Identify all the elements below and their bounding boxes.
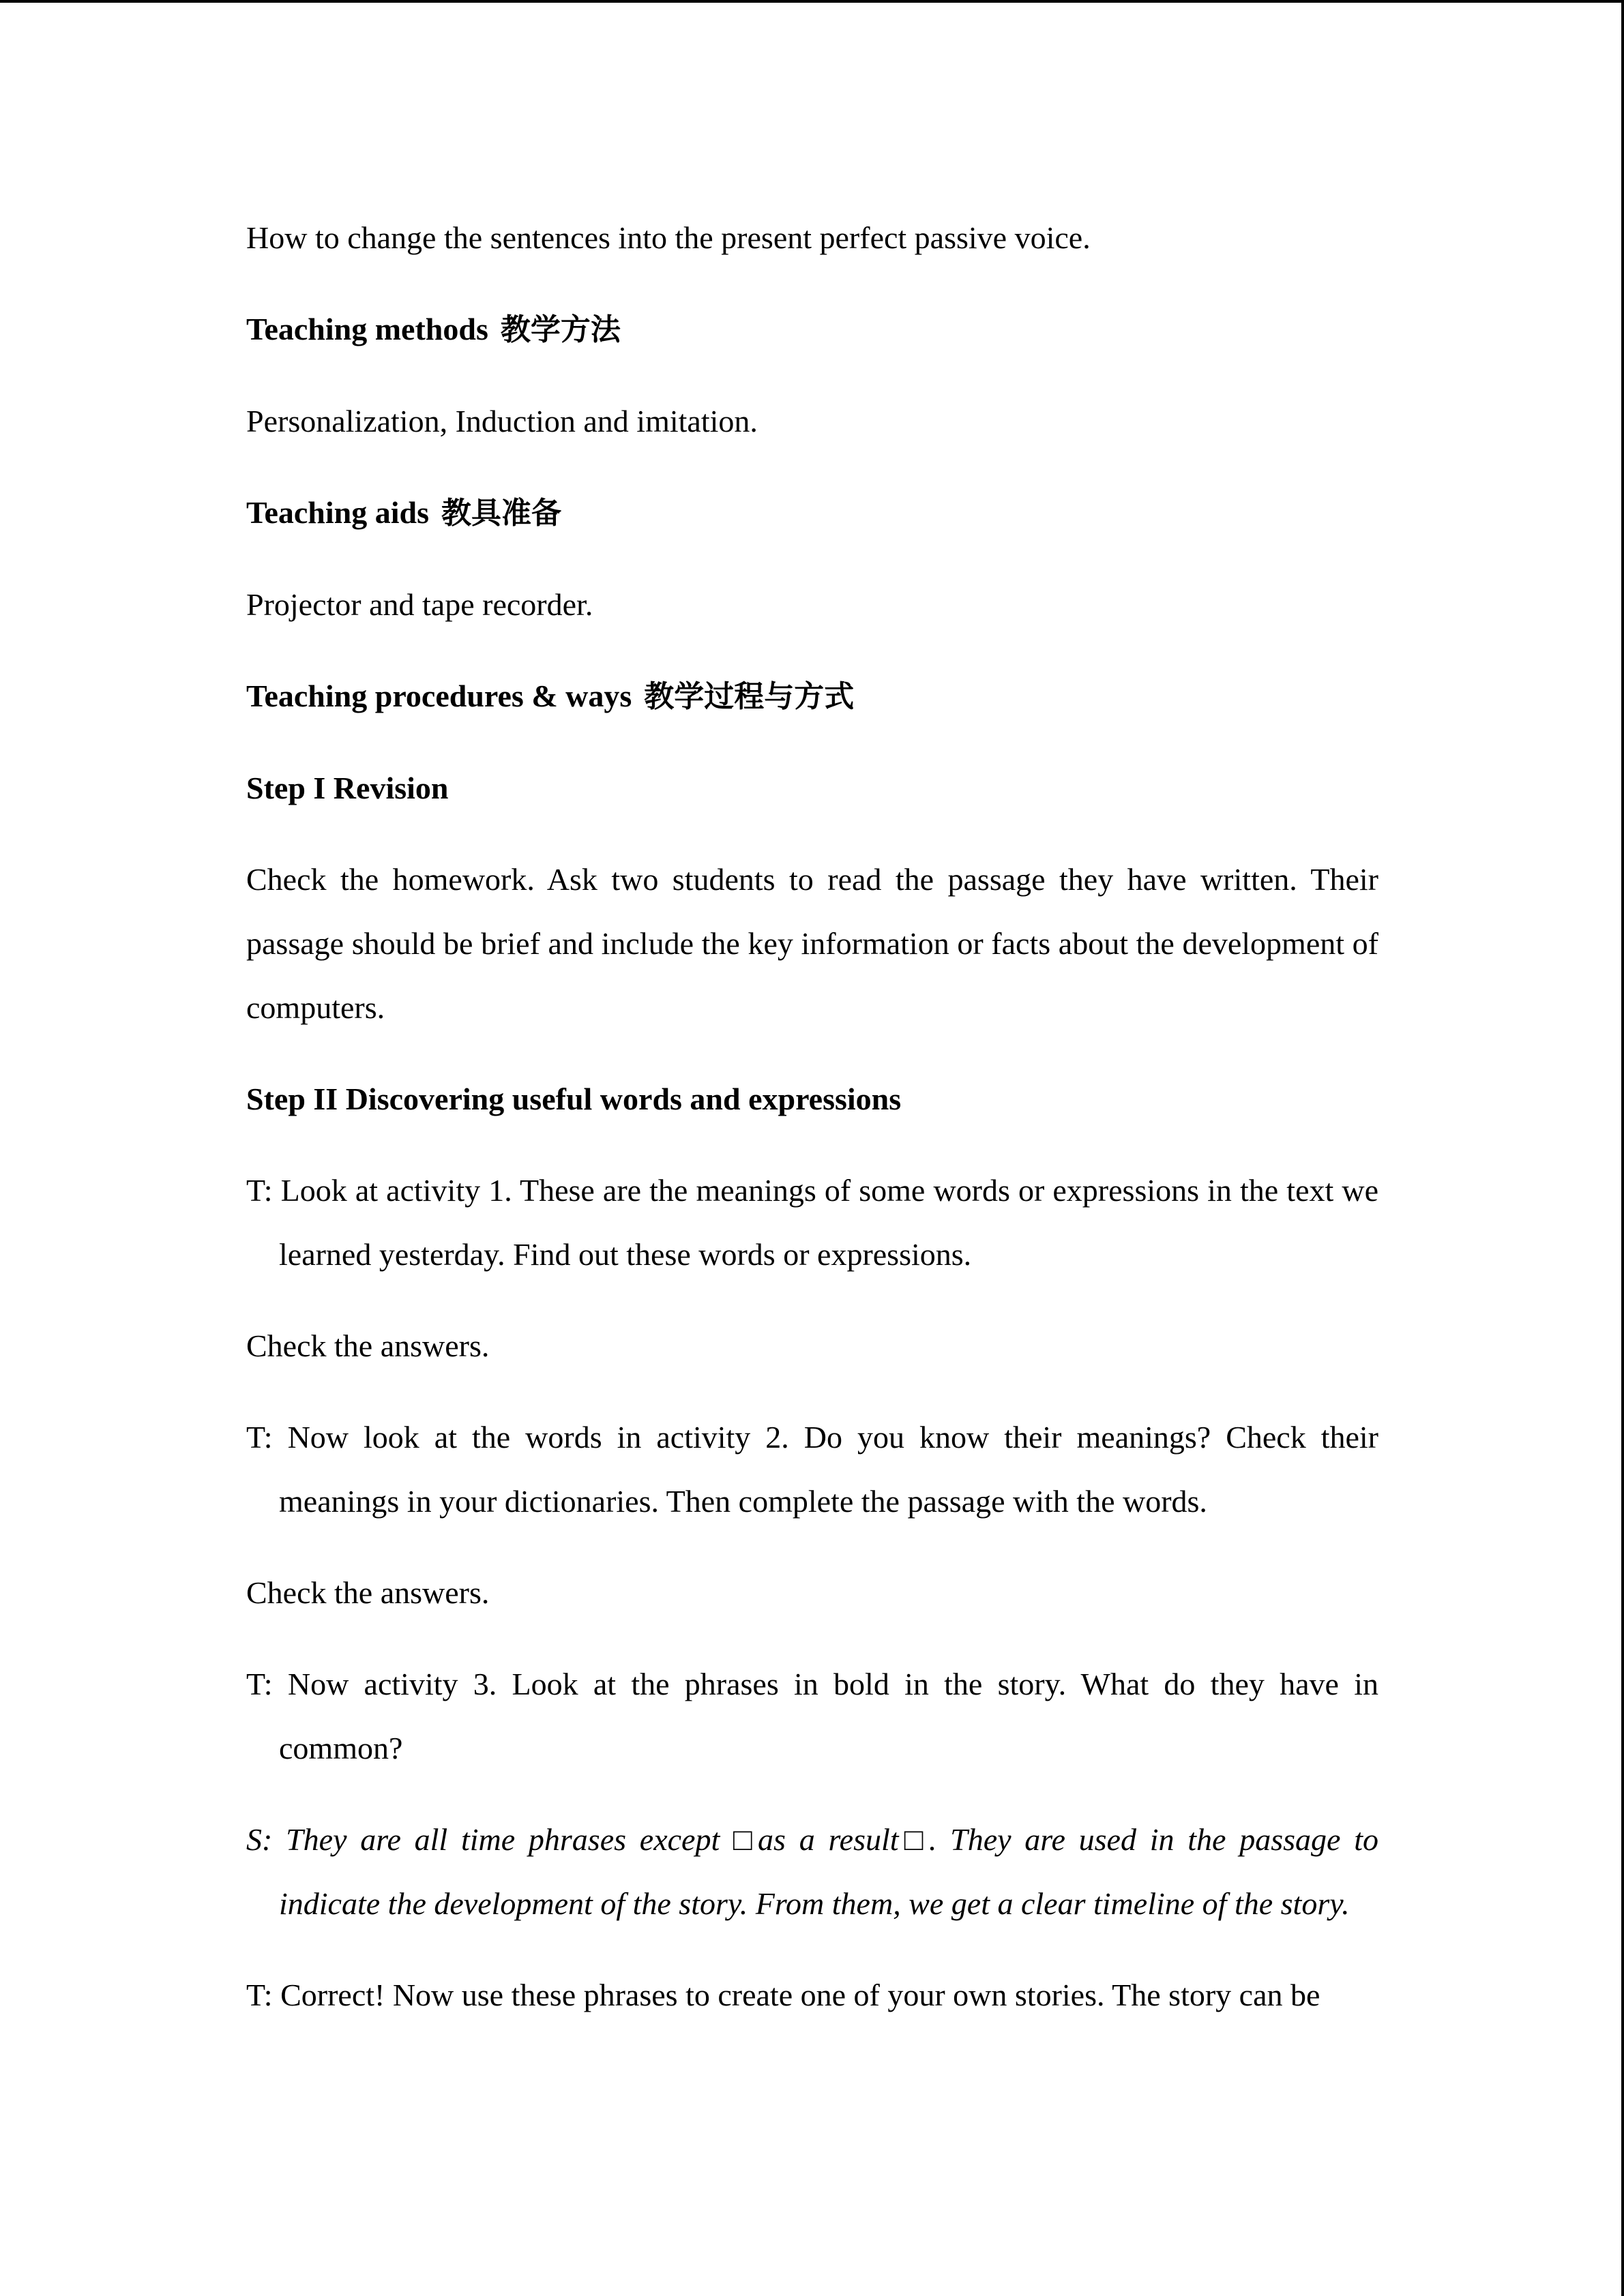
- check-answers-2: Check the answers.: [246, 1575, 490, 1610]
- teaching-methods-heading-zh: 教学方法: [500, 312, 621, 347]
- teacher-line-2: T: Now look at the words in activity 2. Do you know their meanings? Check their meanings in your dictionaries. Then complete the passage with the words.: [246, 1420, 1378, 1519]
- step-1-heading: Step I Revision: [246, 771, 449, 805]
- teaching-methods-text: Personalization, Induction and imitation.: [246, 404, 758, 438]
- student-line-1: S: They are all time phrases except □as a result□. They are used in the passage to indicate the development of the story. From them, we get a clear timeline of the story.: [246, 1822, 1378, 1921]
- page-right-border: [1621, 0, 1624, 2296]
- teaching-methods-heading: [246, 297, 1378, 362]
- teaching-aids-heading-en: Teaching aids: [246, 495, 430, 530]
- teaching-aids-heading: [246, 481, 1378, 546]
- step-2-heading: Step II Discovering useful words and expressions: [246, 1082, 902, 1116]
- teacher-line-4: T: Correct! Now use these phrases to create one of your own stories. The story can be: [246, 1978, 1320, 2012]
- page-top-border: [0, 0, 1624, 3]
- teaching-aids-heading-zh: 教具准备: [441, 496, 562, 531]
- teaching-procedures-heading-en: Teaching procedures & ways: [246, 679, 632, 713]
- step-1-paragraph: Check the homework. Ask two students to read the passage they have written. Their passage should be brief and include the key information or facts about the development of computers.: [246, 862, 1378, 1025]
- document-body: [246, 206, 1378, 2027]
- intro-line: How to change the sentences into the present perfect passive voice.: [246, 220, 1091, 255]
- teaching-aids-text: Projector and tape recorder.: [246, 587, 593, 622]
- teacher-line-3: T: Now activity 3. Look at the phrases in bold in the story. What do they have in common?: [246, 1667, 1378, 1765]
- teacher-line-1: T: Look at activity 1. These are the meanings of some words or expressions in the text we learned yesterday. Find out these words or expressions.: [246, 1173, 1378, 1272]
- teaching-procedures-heading: [246, 664, 1378, 729]
- check-answers-1: Check the answers.: [246, 1328, 490, 1363]
- teaching-methods-heading-en: Teaching methods: [246, 312, 488, 346]
- teaching-procedures-heading-zh: 教学过程与方式: [644, 679, 855, 714]
